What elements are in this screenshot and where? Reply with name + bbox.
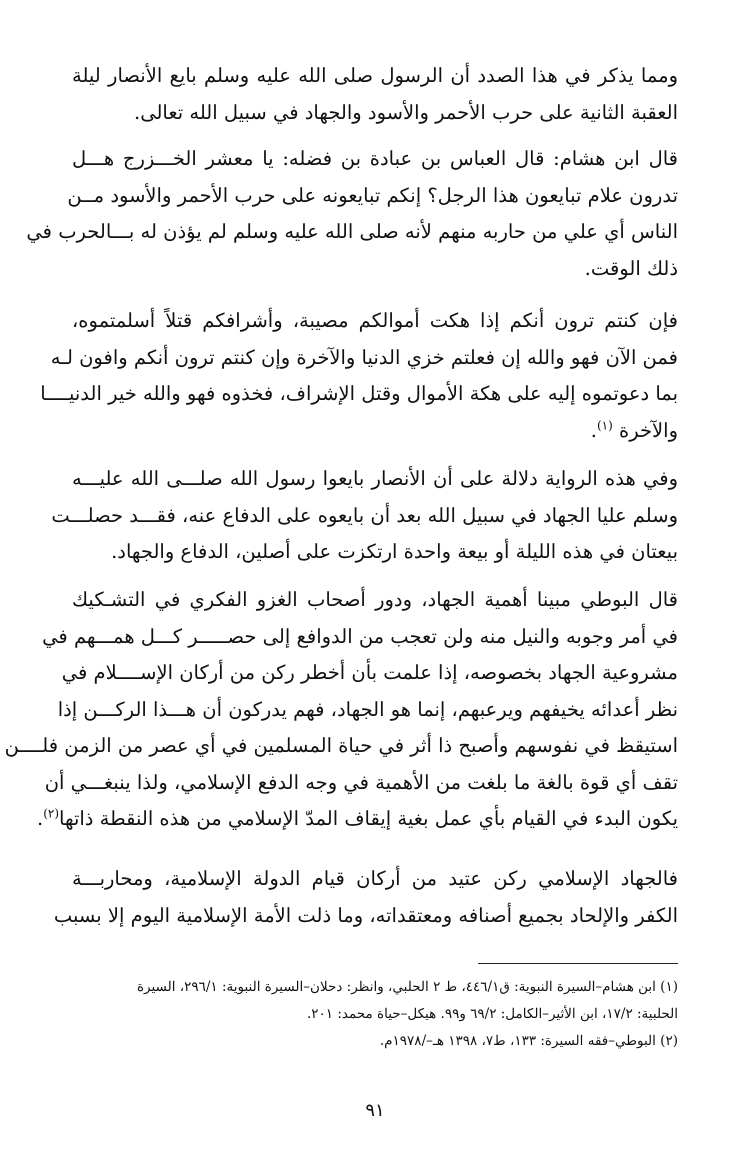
- text-line: الناس أي علي من حاربه منهم لأنه صلى الله عليه وسلم لم يؤذن له بـــالحرب في: [26, 220, 678, 243]
- footnotes: [72, 974, 678, 1055]
- footnote-ref-2[interactable]: (٢): [43, 806, 60, 821]
- text-line: فإن كنتم ترون أنكم إذا هكت أموالكم مصيبة، وأشرافكم قتلاً أسلمتموه،: [72, 309, 678, 332]
- text-line: نظر أعدائه يخيفهم ويرعبهم، إنما هو الجهاد، فهم يدركون أن هـــذا الركـــن إذا: [57, 697, 678, 721]
- text-line: قال البوطي مبينا أهمية الجهاد، ودور أصحاب الغزو الفكري في التشـكيك: [72, 588, 678, 611]
- footnote-divider: [478, 963, 678, 964]
- text-line: يكون البدء في القيام بأي عمل بغية إيقاف المدّ الإسلامي من هذه النقطة ذاتها$^{(٢)}$.: [36, 806, 678, 830]
- text-line-content: والآخرة: [619, 418, 678, 442]
- text-line: تدرون علام تبايعون هذا الرجل؟ إنكم تبايعونه على حرب الأحمر والأسود مــن: [67, 183, 678, 207]
- text-line: في أمر وجوبه والنيل منه ولن تعجب من الدوافع إلى حصـــــر كـــل همـــهم في: [42, 624, 678, 648]
- text-line: ذلك الوقت.: [584, 256, 678, 280]
- text-line: فالجهاد الإسلامي ركن عتيد من أركان قيام الدولة الإسلامية، ومحاربـــة: [72, 867, 678, 890]
- footnote-line: (٢) البوطي–فقه السيرة: ١٣٣، ط٧، ١٣٩٨ هـ–/١٩٧٨م.: [379, 1033, 678, 1049]
- text-line: بما دعوتموه إليه على هكة الأموال وقتل الإشراف، فخذوه فهو والله خير الدنيــــا: [40, 382, 678, 405]
- text-line: وسلم عليا الجهاد في سبيل الله بعد أن بايعوه على الدفاع عنه، فقـــد حصلـــت: [51, 503, 678, 527]
- paragraph-1: [72, 58, 678, 131]
- text-line: استيقظ في نفوسهم وأصبح ذا أثر في حياة المسلمين في أي عصر من الزمن فلــــن: [4, 734, 678, 757]
- text-line: فمن الآن فهو والله إن فعلتم خزي الدنيا والآخرة وإن كنتم ترون أنكم وافون لـه: [50, 345, 678, 369]
- paragraph-5: [4, 582, 678, 838]
- paragraph-2: [26, 141, 678, 287]
- footnote-line: (١) ابن هشام–السيرة النبوية: ق٤٤٦/١، ط ٢ الحلبي، وانظر: دحلان–السيرة النبوية: ٢٩٦/١، السيرة: [136, 979, 678, 995]
- page-number: ٩١: [365, 1100, 385, 1121]
- text-line: مشروعية الجهاد بخصوصه، إذا علمت بأن أخطر ركن من أركان الإســــلام في: [61, 661, 678, 684]
- text-line-content: يكون البدء في القيام بأي عمل بغية إيقاف المدّ الإسلامي من هذه النقطة ذاتها: [59, 807, 678, 830]
- text-line: تقف أي قوة بالغة ما بلغت من الأهمية في وجه الدفع الإسلامي، ولذا ينبغـــي أن: [44, 770, 678, 794]
- text-line: ومما يذكر في هذا الصدد أن الرسول صلى الله عليه وسلم بايع الأنصار ليلة: [72, 64, 678, 87]
- text-line: وفي هذه الرواية دلالة على أن الأنصار بايعوا رسول الله صلـــى الله عليـــه: [72, 467, 678, 490]
- paragraph-4: [51, 461, 678, 571]
- text-line: العقبة الثانية على حرب الأحمر والأسود والجهاد في سبيل الله تعالى.: [134, 100, 678, 124]
- paragraph-3: [40, 303, 678, 449]
- text-line: قال ابن هشام: قال العباس بن عبادة بن فضله: يا معشر الخـــزرج هـــل: [72, 147, 678, 170]
- text-line: والآخرة $^{(١)}$.: [590, 418, 678, 442]
- text-line: الكفر والإلحاد بجميع أصنافه ومعتقداته، وما ذلت الأمة الإسلامية اليوم إلا بسبب: [53, 903, 678, 927]
- text-line: بيعتان في هذه الليلة أو بيعة واحدة ارتكزت على أصلين، الدفاع والجهاد.: [111, 540, 678, 563]
- footnote-line: الحلبية: ١٧/٢، ابن الأثير–الكامل: ٦٩/٢ و٩٩. هيكل–حياة محمد: ٢٠١.: [306, 1006, 678, 1022]
- paragraph-6: [53, 861, 678, 934]
- footnote-ref-1[interactable]: (١): [596, 418, 613, 432]
